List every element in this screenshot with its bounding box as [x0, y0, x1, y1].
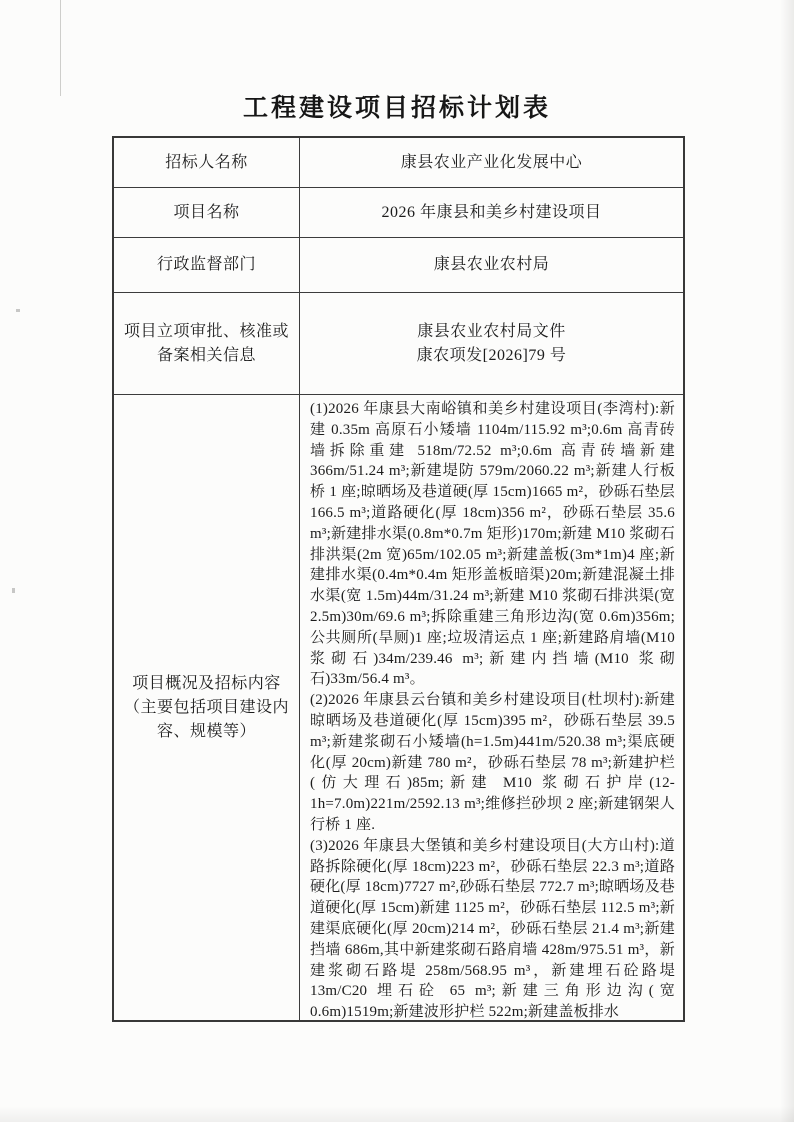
overview-paragraph-3: (3)2026 年康县大堡镇和美乡村建设项目(大方山村):道路拆除硬化(厚 18cm)223 m²，砂砾石垫层 22.3 m³;道路硬化(厚 18cm)7727 m²,砂砾石垫层 772.7 m³;晾晒场及巷道硬化(厚 15cm)新建 1125 m²，砂砾石垫层 112.5 m³;新建渠底硬化(厚 20cm)214 m²，砂砾石垫层 21.4 m³;新建挡墙 686m,其中新建浆砌石路肩墙 428m/975.51 m³，新建浆砌石路堤 258m/568.95 m³，新建埋石砼路堤 13m/C20 埋石砼 65 m³;新建三角形边沟(宽 0.6m)1519m;新建波形护栏 522m;新建盖板排水 [310, 837, 675, 1020]
row-label: 招标人名称 [114, 138, 300, 187]
table-row-approval-info [114, 293, 683, 395]
approval-number-line: 康农项发[2026]79 号 [416, 346, 567, 364]
row-label: 行政监督部门 [114, 238, 300, 292]
overview-paragraph-1: (1)2026 年康县大南峪镇和美乡村建设项目(李湾村):新建 0.35m 高原石小矮墙 1104m/115.92 m³;0.6m 高青砖墙拆除重建 518m/72.52 m³;0.6m 高青砖墙新建 366m/51.24 m³;新建堤防 579m/2060.22 m³;新建人行板桥 1 座;晾晒场及巷道硬(厚 15cm)1665 m²，砂砾石垫层 166.5 m³;道路硬化(厚 18cm)356 m²，砂砾石垫层 35.6 m³;新建排水渠(0.8m*0.7m 矩形)170m;新建 M10 浆砌石排洪渠(2m 宽)65m/102.05 m³;新建盖板(3m*1m)4 座;新建排水渠(0.4m*0.4m 矩形盖板暗渠)20m;新建混凝土排水渠(宽 1.5m)44m/31.24 m³;新建 M10 浆砌石排洪渠(宽 2.5m)30m/69.6 m³;拆除重建三角形边沟(宽 0.6m)356m;公共厕所(旱厕)1 座;垃圾清运点 1 座;新建路肩墙(M10 浆砌石)34m/239.46 m³;新建内挡墙(M10 浆砌石)33m/56.4 m³。 [310, 401, 675, 688]
row-value: 康县农业产业化发展中心 [400, 153, 583, 171]
row-label: 项目立项审批、核准或备案相关信息 [114, 293, 300, 394]
row-value: 康县农业农村局 [433, 256, 550, 273]
table-row-project-name [114, 188, 683, 238]
scan-shadow-bottom [0, 1106, 794, 1122]
scan-speck [16, 309, 20, 312]
table-row-supervising-department [114, 238, 683, 293]
row-value [300, 293, 683, 394]
row-value [300, 395, 683, 1020]
bidding-plan-table [112, 136, 685, 1022]
approval-doc-line: 康县农业农村局文件 [417, 322, 566, 340]
row-value: 2026 年康县和美乡村建设项目 [381, 203, 602, 221]
table-row-bidder-name [114, 138, 683, 188]
row-label: 项目名称 [114, 188, 300, 237]
row-label: 项目概况及招标内容（主要包括项目建设内容、规模等） [114, 395, 300, 1020]
document-title: 工程建设项目招标计划表 [242, 95, 551, 122]
table-row-project-overview [114, 395, 683, 1020]
overview-paragraph-2: (2)2026 年康县云台镇和美乡村建设项目(杜坝村):新建晾晒场及巷道硬化(厚 15cm)395 m²，砂砾石垫层 39.5 m³;新建浆砌石小矮墙(h=1.5m)441m/520.38 m³;渠底硬化(厚 20cm)新建 780 m²，砂砾石垫层 78 m³;新建护栏(仿大理石)85m;新建 M10 浆砌石护岸(12-1h=7.0m)221m/2592.13 m³;维修拦砂坝 2 座;新建钢架人行桥 1 座. [310, 692, 675, 833]
scan-artifact-line [60, 0, 61, 96]
scan-speck [12, 588, 15, 593]
scan-shadow-right [780, 0, 794, 1122]
